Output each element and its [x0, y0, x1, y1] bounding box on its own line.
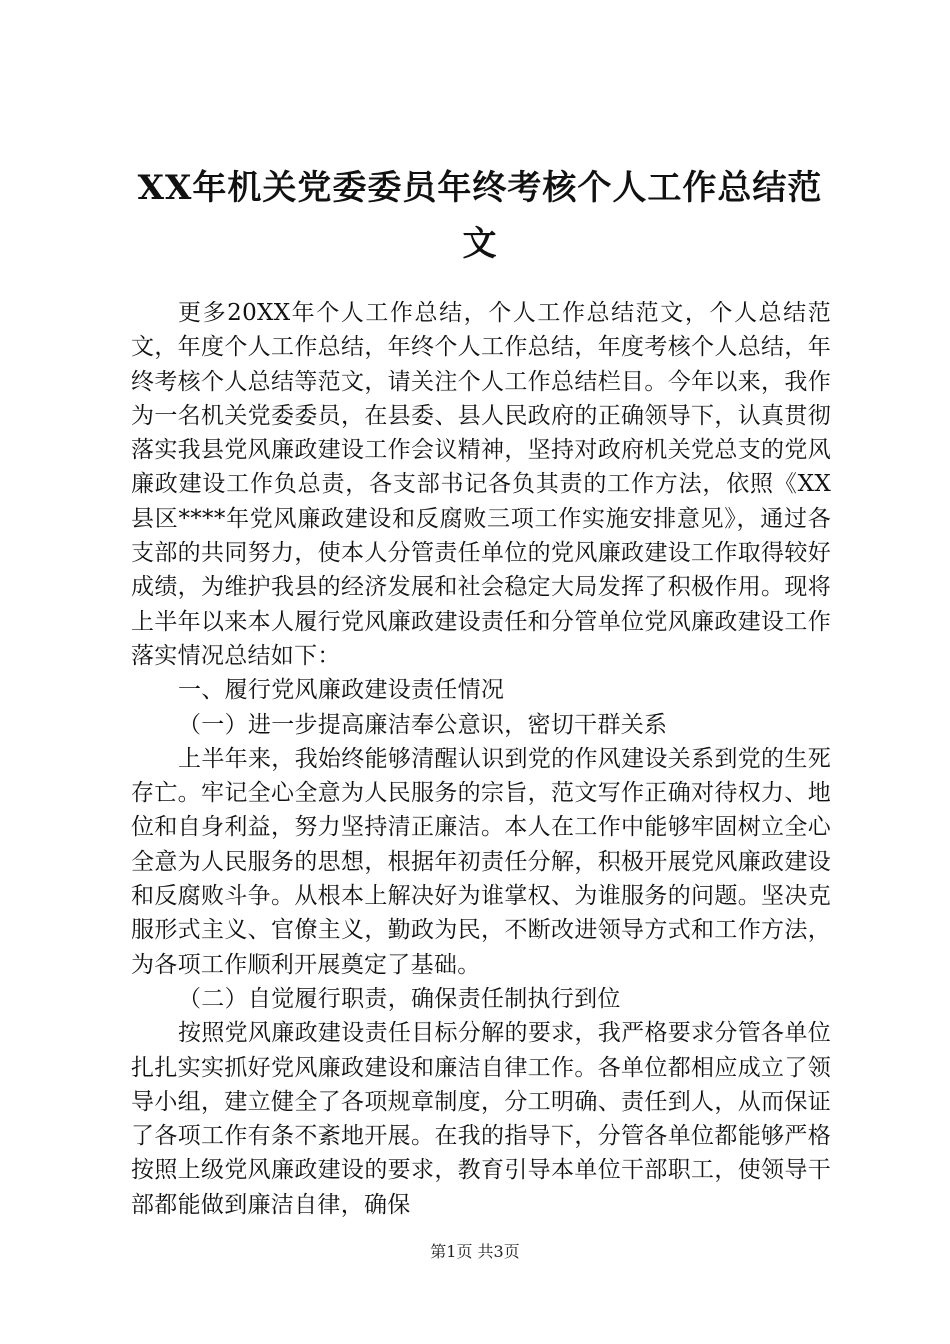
- paragraph-intro: 更多20XX年个人工作总结，个人工作总结范文，个人总结范文，年度个人工作总结，年终个人工作总结，年度考核个人总结，年终考核个人总结等范文，请关注个人工作总结栏目。今年以来，我作为一名机关党委委员，在县委、县人民政府的正确领导下，认真贯彻落实我县党风廉政建设工作会议精神，坚持对政府机关党总支的党风廉政建设工作负总责，各支部书记各负其责的工作方法，依照《XX县区****年党风廉政建设和反腐败三项工作实施安排意见》，通过各支部的共同努力，使本人分管责任单位的党风廉政建设工作取得较好成绩，为维护我县的经济发展和社会稳定大局发挥了积极作用。现将上半年以来本人履行党风廉政建设责任和分管单位党风廉政建设工作落实情况总结如下：: [131, 300, 831, 669]
- document-title: XX年机关党委委员年终考核个人工作总结范文: [137, 168, 823, 264]
- page-footer: 第1页 共3页: [430, 1242, 520, 1261]
- paragraph-subsection-2: 按照党风廉政建设责任目标分解的要求，我严格要求分管各单位扎扎实实抓好党风廉政建设和廉洁自律工作。各单位都相应成立了领导小组，建立健全了各项规章制度，分工明确、责任到人，从而保证了各项工作有条不紊地开展。在我的指导下，分管各单位都能够严格按照上级党风廉政建设的要求，教育引导本单位干部职工，使领导干部都能做到廉洁自律，确保: [131, 1020, 831, 1218]
- section-heading-1: 一、履行党风廉政建设责任情况: [178, 677, 505, 704]
- paragraph-subsection-1: 上半年来，我始终能够清醒认识到党的作风建设关系到党的生死存亡。牢记全心全意为人民服务的宗旨，范文写作正确对待权力、地位和自身利益，努力坚持清正廉洁。本人在工作中能够牢固树立全心全意为人民服务的思想，根据年初责任分解，积极开展党风廉政建设和反腐败斗争。从根本上解决好为谁掌权、为谁服务的问题。坚决克服形式主义、官僚主义，勤政为民，不断改进领导方式和工作方法，为各项工作顺利开展奠定了基础。: [131, 745, 831, 978]
- document-body: [131, 296, 831, 1222]
- subsection-heading-2: （二）自觉履行职责，确保责任制执行到位: [178, 985, 621, 1012]
- subsection-heading-1: （一）进一步提高廉洁奉公意识，密切干群关系: [178, 711, 668, 738]
